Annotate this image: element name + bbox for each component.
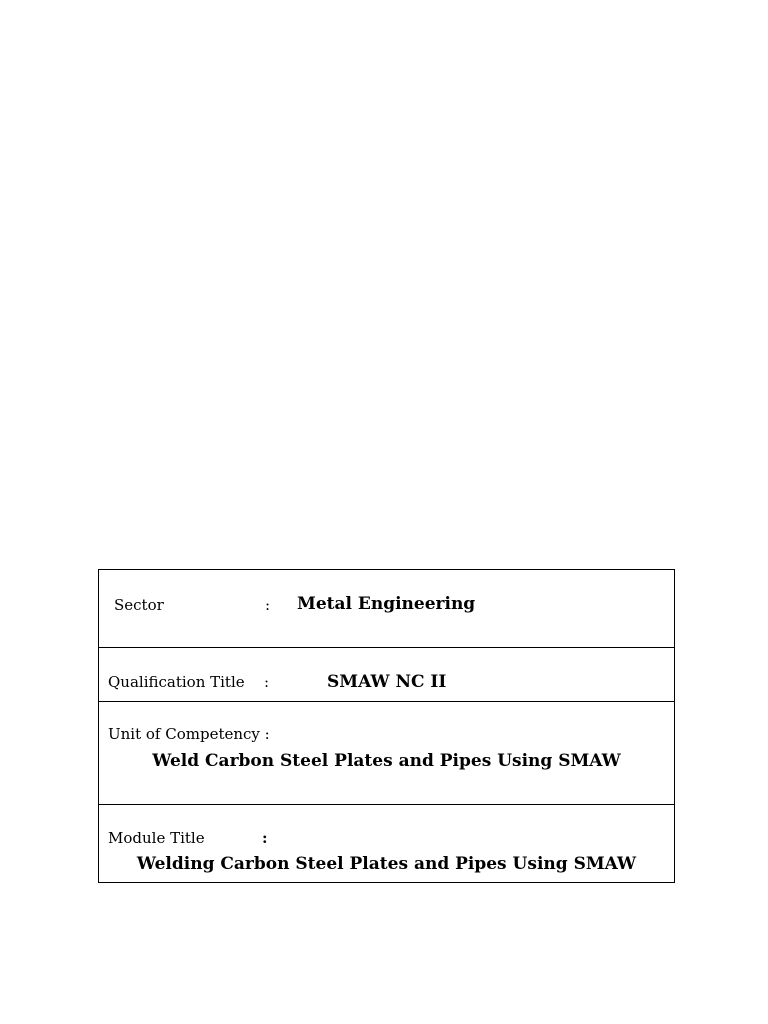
unit-of-competency-label: Unit of Competency : <box>108 725 270 743</box>
qualification-colon: : <box>264 673 270 691</box>
module-title-value: Welding Carbon Steel Plates and Pipes Using SMAW <box>136 854 637 874</box>
sector-row <box>99 570 674 648</box>
module-title-row <box>99 805 674 882</box>
module-title-colon: : <box>262 829 268 847</box>
unit-of-competency-value: Weld Carbon Steel Plates and Pipes Using SMAW <box>152 751 621 771</box>
qualification-label: Qualification Title <box>108 673 245 691</box>
unit-of-competency-row <box>99 702 674 805</box>
module-title-label: Module Title <box>108 829 205 847</box>
sector-value: Metal Engineering <box>297 594 476 614</box>
qualification-row <box>99 648 674 702</box>
module-info-table <box>98 569 675 883</box>
qualification-value: SMAW NC II <box>327 672 447 692</box>
sector-colon: : <box>265 596 271 614</box>
sector-label: Sector <box>114 596 164 614</box>
